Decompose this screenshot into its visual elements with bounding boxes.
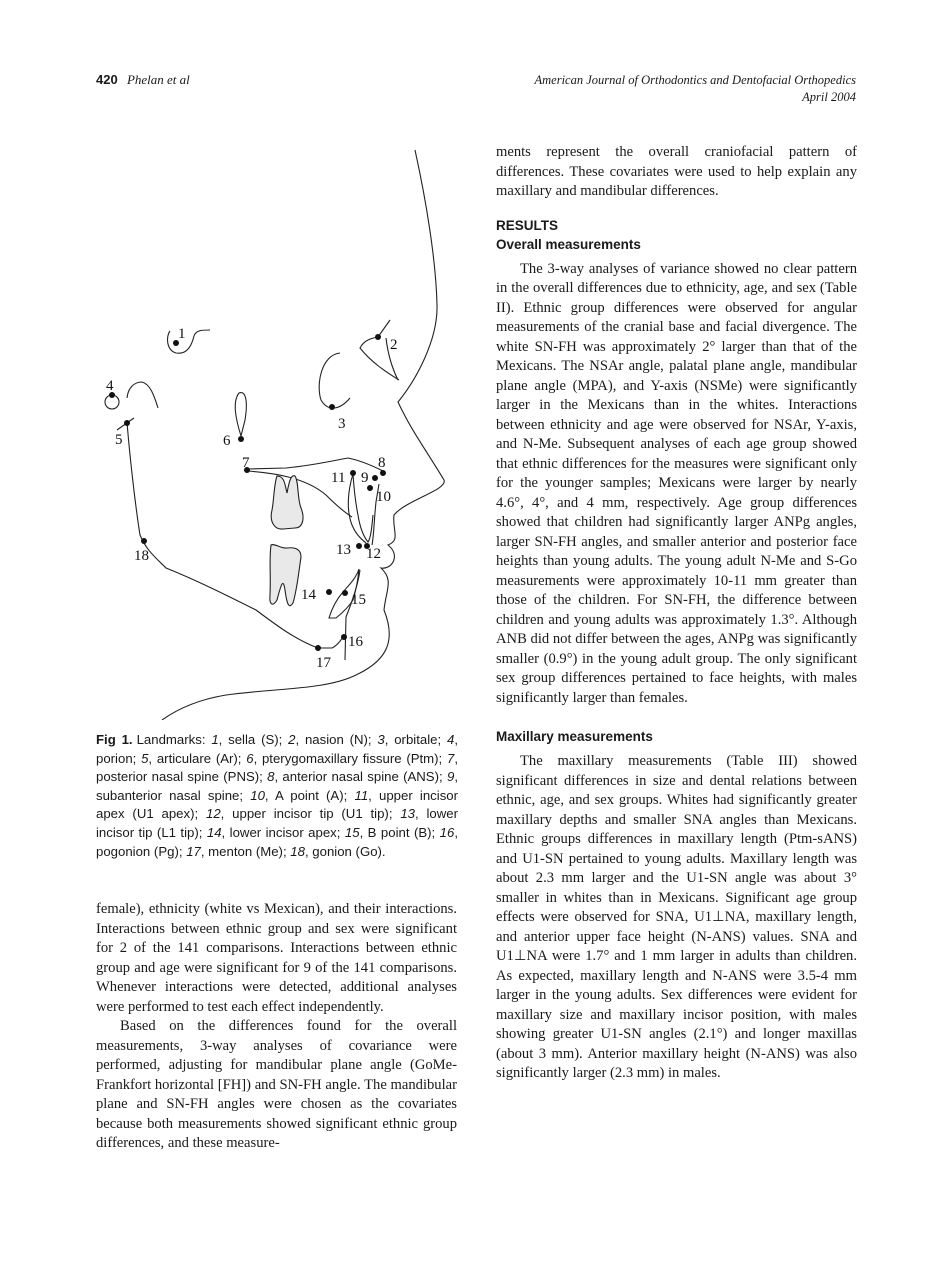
landmark-label-6: 6 (223, 433, 231, 449)
landmark-label-12: 12 (366, 546, 381, 562)
landmark-label-2: 2 (390, 337, 398, 353)
body-paragraph-continuation: ments represent the overall craniofacial pattern of differences. These covariates were used to help explain any maxillary and mandibular differences. (496, 144, 857, 199)
section-heading-results: RESULTS (496, 217, 559, 233)
landmark-label-15: 15 (351, 592, 366, 608)
page-number: 420 (96, 72, 118, 87)
landmark-label-5: 5 (115, 432, 123, 448)
left-column (96, 900, 457, 1154)
landmark-label-13: 13 (336, 542, 351, 558)
tracing-drawing (96, 140, 466, 720)
landmark-label-4: 4 (106, 378, 114, 394)
landmark-label-17: 17 (316, 655, 331, 671)
landmark-label-8: 8 (378, 455, 386, 471)
landmark-label-14: 14 (301, 587, 316, 603)
caption-label: Fig 1. (96, 732, 133, 747)
running-author: Phelan et al (126, 72, 190, 87)
subsection-heading-overall: Overall measurements (496, 236, 641, 252)
landmark-label-11: 11 (331, 470, 346, 486)
running-header-left (96, 72, 190, 88)
landmark-label-1: 1 (178, 326, 186, 342)
right-column (496, 143, 857, 1084)
issue-date: April 2004 (802, 90, 856, 104)
landmark-label-3: 3 (338, 416, 346, 432)
running-header-right (535, 72, 857, 106)
landmark-label-10: 10 (376, 489, 391, 505)
subsection-heading-maxillary: Maxillary measurements (496, 729, 653, 744)
figure-caption (96, 731, 458, 861)
figure-cephalometric-tracing (96, 140, 466, 720)
body-paragraph: The 3-way analyses of variance showed no clear pattern in the overall differences due to ethnicity, age, and sex (Table II). Ethnic group differences were observed for angular measurements of the cranial base and facial divergence. The white SN-FH was approximately 2° larger than that of the Mexicans. The NSAr angle, palatal plane angle, mandibular plane angle (MPA), and Y-axis (NSMe) were significantly larger in the Mexicans than in the whites. Interactions between ethnicity and age were observed for NSAr, Y-axis, and N-Me. Subsequent analyses of each age group showed that ethnic differences for the measures were significant only for the younger samples; Mexicans were larger by nearly 4.6°, 4°, and 4 mm, respectively. Age group differences showed that children had significantly larger ANPg angles, larger SN-FH angles, and smaller anterior and posterior face heights than young adults. The young adult N-Me and S-Go measurements were approximately 10-11 mm greater than those of the children. For SN-FH, the difference between children and young adults was approximately 1.3°. Although ANB did not differ between the ages, ANPg was significantly smaller (0.9°) in the young adult group. The only significant sex group differences pertained to face heights, with males significantly larger than females. (496, 260, 857, 706)
journal-title: American Journal of Orthodontics and Dentofacial Orthopedics (534, 73, 856, 87)
body-paragraph: The maxillary measurements (Table III) showed significant differences in size and dental relations between ethnic, age, and sex groups. Whites had significantly greater maxillary depths and smaller SNA angles than Mexicans. Ethnic groups differences in maxillary length (Ptm-sANS) and U1-SN pertained to young adults. Maxillary length was about 2.3 mm larger and the U1-SN angle was about 3° smaller in whites than in Mexicans. Significant age group effects were observed for SNA, U1⊥NA, maxillary length, and anterior upper face height (N-ANS) values. SNA and U1⊥NA were 1.7° and 1 mm larger in adults than children. As expected, maxillary length and N-ANS were 3.5-4 mm larger in the young adults. Sex differences were evident for maxillary size and maxillary incisor position, with males showing greater U1-SN angles (2.1°) and longer maxillas (about 3 mm). Anterior maxillary height (N-ANS) was also significantly larger (2.3 mm) in males. (496, 753, 857, 1081)
landmark-label-18: 18 (134, 548, 149, 564)
landmark-label-16: 16 (348, 634, 363, 650)
landmark-label-9: 9 (361, 470, 369, 486)
body-paragraph: female), ethnicity (white vs Mexican), and their interactions. Interactions between ethnic group and sex were significant for 2 of the 141 comparisons. Interactions between ethnic group and age were significant for 9 of the 141 comparisons. Whenever interactions were detected, additional analyses were performed to test each effect independently. (96, 901, 457, 1015)
caption-body: Landmarks: 1, sella (S); 2, nasion (N); 3, orbitale; 4, porion; 5, articulare (Ar); 6, pterygomaxillary fissure (Ptm); 7, posterior nasal spine (PNS); 8, anterior nasal spine (ANS); 9, subanterior nasal spine; 10, A point (A); 11, upper incisor apex (U1 apex); 12, upper incisor tip (U1 tip); 13, lower incisor tip (L1 tip); 14, lower incisor apex; 15, B point (B); 16, pogonion (Pg); 17, menton (Me); 18, gonion (Go). (96, 732, 459, 859)
landmark-label-7: 7 (242, 455, 250, 471)
body-paragraph: Based on the differences found for the overall measurements, 3-way analyses of covariance were performed, adjusting for mandibular plane angle (GoMe-Frankfort horizontal [FH]) and SN-FH angle. The mandibular plane and SN-FH angles were chosen as the covariates because both measurements showed significant ethnic group differences, and these measure- (96, 1018, 457, 1151)
